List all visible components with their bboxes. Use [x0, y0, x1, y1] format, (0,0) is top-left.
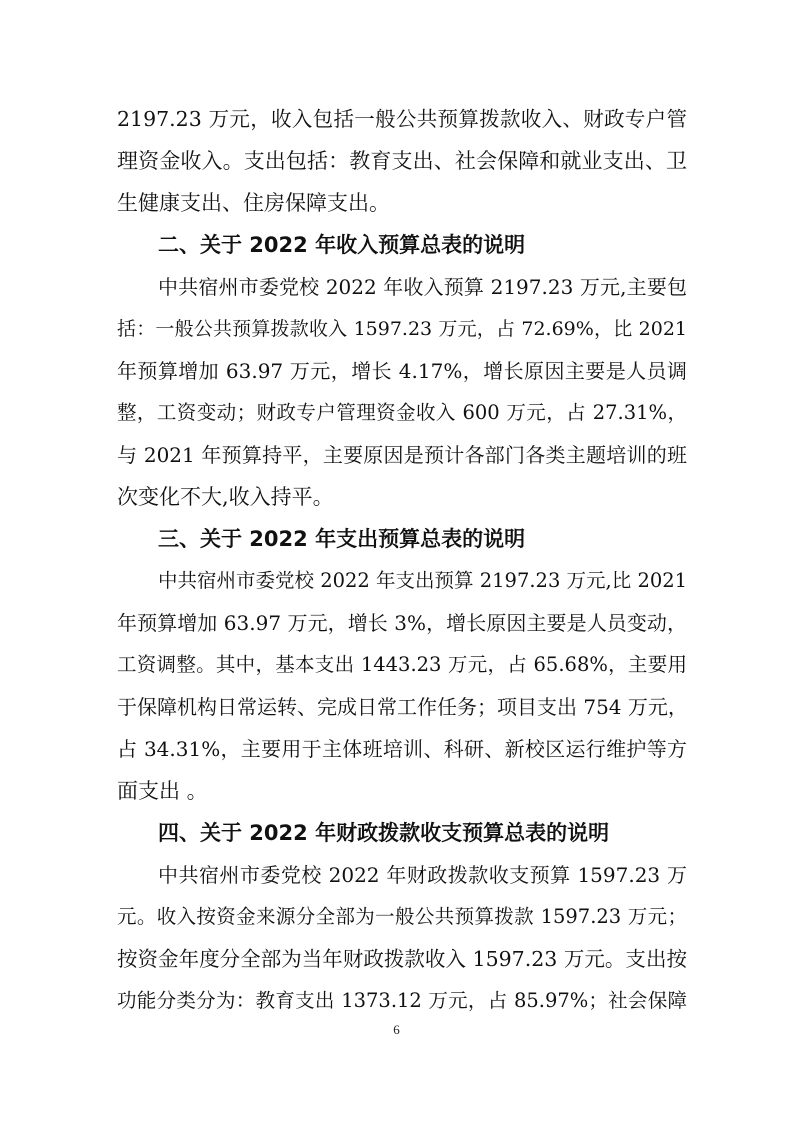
- paragraph-line: 括：一般公共预算拨款收入 1597.23 万元，占 72.69%，比 2021: [117, 318, 687, 340]
- paragraph-line: 整，工资变动；财政专户管理资金收入 600 万元，占 27.31%，: [117, 401, 687, 424]
- paragraph-line: 功能分类分为：教育支出 1373.12 万元，占 85.97%；社会保障: [117, 989, 687, 1012]
- paragraph-line: 2197.23 万元，收入包括一般公共预算拨款收入、财政专户管: [117, 107, 687, 131]
- paragraph-line: 中共宿州市委党校 2022 年收入预算 2197.23 万元,主要包: [158, 275, 687, 299]
- section-heading-fiscal-appropriation: 四、关于 2022 年财政拨款收支预算总表的说明: [158, 821, 610, 845]
- paragraph-line: 按资金年度分全部为当年财政拨款收入 1597.23 万元。支出按: [117, 947, 687, 971]
- page-number: 6: [393, 1022, 400, 1037]
- paragraph-line: 年预算增加 63.97 万元，增长 3%，增长原因主要是人员变动，: [117, 611, 687, 635]
- paragraph-line: 工资调整。其中，基本支出 1443.23 万元，占 65.68%，主要用: [117, 653, 687, 676]
- section-heading-income: 二、关于 2022 年收入预算总表的说明: [158, 233, 526, 257]
- paragraph-line: 中共宿州市委党校 2022 年支出预算 2197.23 万元,比 2021: [158, 569, 688, 592]
- paragraph-line: 次变化不大,收入持平。: [117, 485, 334, 509]
- paragraph-line: 占 34.31%，主要用于主体班培训、科研、新校区运行维护等方: [117, 737, 687, 761]
- paragraph-line: 生健康支出、住房保障支出。: [117, 191, 390, 215]
- paragraph-line: 元。收入按资金来源分全部为一般公共预算拨款 1597.23 万元；: [117, 905, 687, 928]
- section-heading-expenditure: 三、关于 2022 年支出预算总表的说明: [158, 527, 526, 551]
- paragraph-line: 面支出 。: [117, 779, 208, 803]
- paragraph-line: 与 2021 年预算持平，主要原因是预计各部门各类主题培训的班: [117, 443, 687, 467]
- paragraph-line: 中共宿州市委党校 2022 年财政拨款收支预算 1597.23 万: [158, 863, 687, 887]
- paragraph-line: 理资金收入。支出包括：教育支出、社会保障和就业支出、卫: [117, 149, 687, 173]
- paragraph-line: 于保障机构日常运转、完成日常工作任务；项目支出 754 万元，: [117, 695, 688, 719]
- paragraph-line: 年预算增加 63.97 万元，增长 4.17%，增长原因主要是人员调: [117, 359, 687, 383]
